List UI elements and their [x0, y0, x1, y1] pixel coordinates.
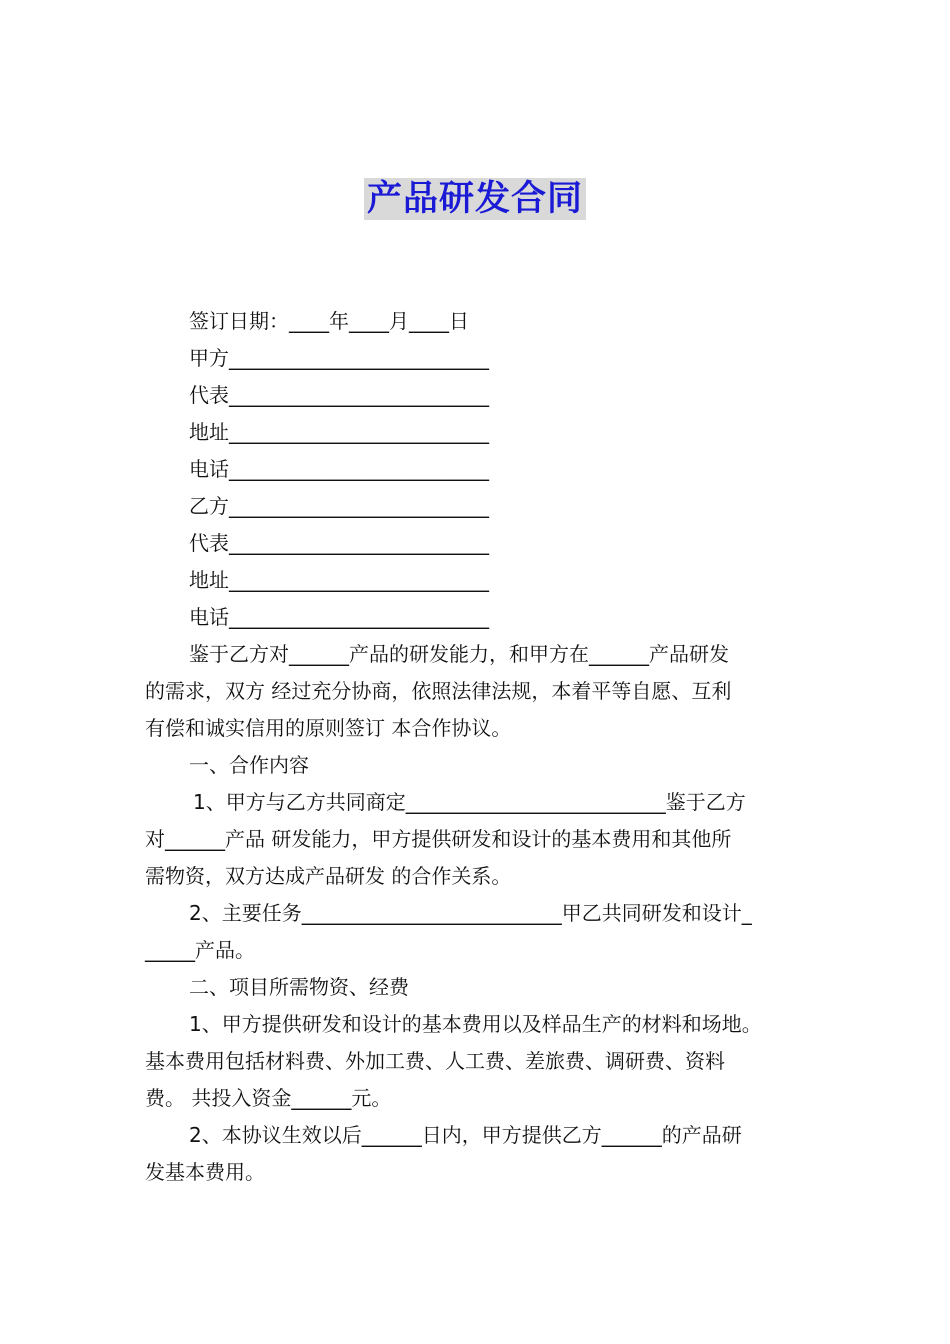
clause-2-1	[145, 1006, 810, 1117]
document-title: 产品研发合同	[364, 178, 586, 220]
signing-date-line: 签订日期：____年____月____日	[189, 309, 469, 333]
party-b-representative-line: 代表__________________________	[189, 531, 489, 555]
paragraph-line: 有偿和诚实信用的原则签订 本合作协议。	[145, 716, 512, 740]
paragraph-line: 基本费用包括材料费、外加工费、人工费、差旅费、调研费、资料	[145, 1049, 725, 1073]
party-a-phone-line: 电话__________________________	[189, 457, 489, 481]
paragraph-line: 需物资，双方达成产品研发 的合作关系。	[145, 864, 512, 888]
party-b-line: 乙方__________________________	[189, 494, 489, 518]
party-b-phone-line: 电话__________________________	[189, 605, 489, 629]
document-body	[145, 303, 810, 1191]
paragraph-line: 鉴于乙方对______产品的研发能力，和甲方在______产品研发	[189, 642, 729, 666]
paragraph-line: 2、本协议生效以后______日内，甲方提供乙方______的产品研	[189, 1123, 742, 1147]
paragraph-line: _____产品。	[145, 938, 255, 962]
paragraph-line: 的需求，双方 经过充分协商，依照法律法规，本着平等自愿、互利	[145, 679, 732, 703]
paragraph-line: 对______产品 研发能力，甲方提供研发和设计的基本费用和其他所	[145, 827, 732, 851]
section-heading-resources: 二、项目所需物资、经费	[189, 975, 409, 999]
paragraph-line: 1、甲方与乙方共同商定__________________________鉴于乙方	[193, 790, 746, 814]
title-container	[0, 178, 950, 220]
preamble-paragraph	[145, 636, 810, 747]
paragraph-line: 1、甲方提供研发和设计的基本费用以及样品生产的材料和场地。	[189, 1012, 762, 1036]
party-a-line: 甲方__________________________	[189, 346, 489, 370]
paragraph-line: 2、主要任务__________________________甲乙共同研发和设计_	[189, 901, 752, 925]
party-a-address-line: 地址__________________________	[189, 420, 489, 444]
clause-2-2	[145, 1117, 810, 1191]
section-heading-cooperation: 一、合作内容	[189, 753, 309, 777]
paragraph-line: 发基本费用。	[145, 1160, 265, 1184]
paragraph-line: 费。 共投入资金______元。	[145, 1086, 392, 1110]
party-a-representative-line: 代表__________________________	[189, 383, 489, 407]
clause-1-1	[145, 784, 810, 895]
clause-1-2	[145, 895, 810, 969]
party-b-address-line: 地址__________________________	[189, 568, 489, 592]
